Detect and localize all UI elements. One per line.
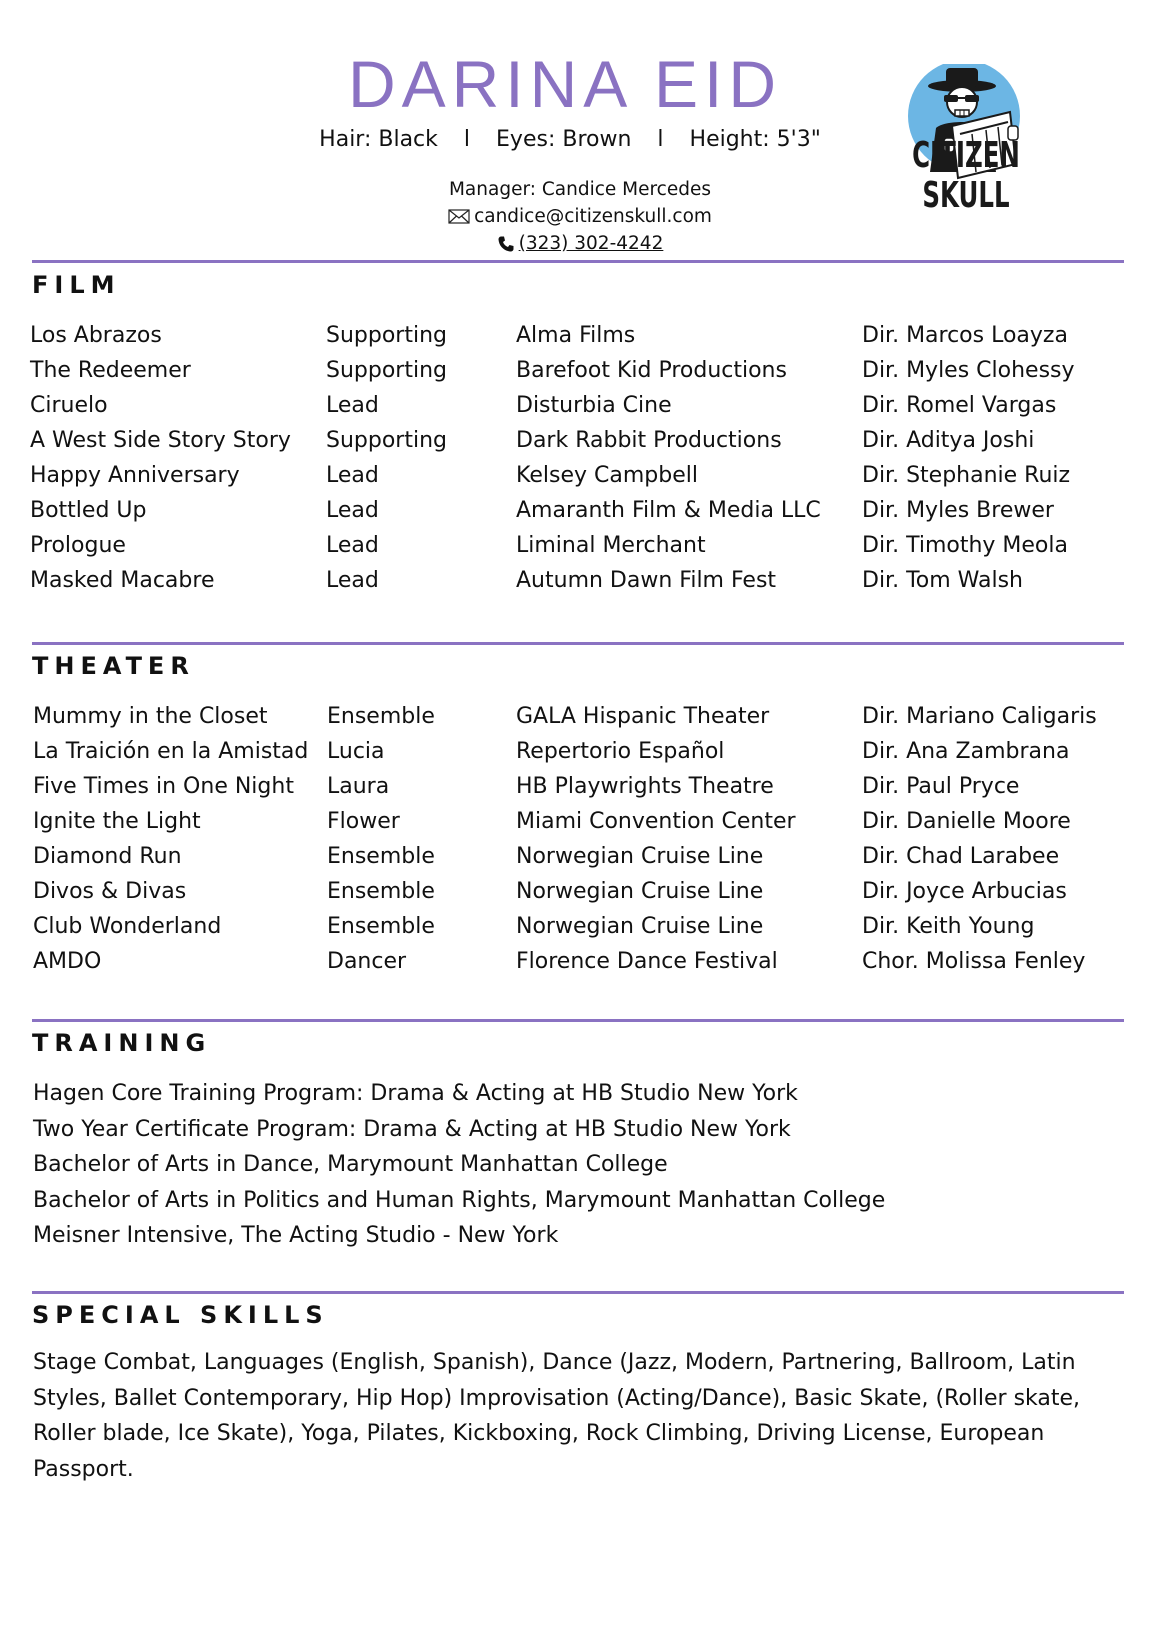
credit-title: Ignite the Light [33, 809, 201, 834]
credit-role: Lead [326, 533, 379, 558]
training-item: Meisner Intensive, The Acting Studio - New York [33, 1223, 559, 1248]
theater-credit-row [0, 874, 1154, 910]
phone-line [380, 230, 780, 257]
theater-credit-row [0, 769, 1154, 805]
credit-director: Dir. Joyce Arbucias [862, 879, 1067, 904]
phone-link[interactable]: (323) 302-4242 [518, 233, 664, 254]
theater-heading: THEATER [32, 652, 195, 680]
height-stat: Height: 5'3" [689, 127, 821, 152]
stat-separator: l [463, 127, 471, 152]
credit-director: Dir. Ana Zambrana [862, 739, 1070, 764]
credit-company: GALA Hispanic Theater [516, 704, 770, 729]
credit-title: Five Times in One Night [33, 774, 294, 799]
credit-director: Dir. Keith Young [862, 914, 1035, 939]
credit-director: Dir. Paul Pryce [862, 774, 1020, 799]
credit-title: Club Wonderland [33, 914, 222, 939]
film-credit-row [0, 388, 1154, 424]
credit-title: Mummy in the Closet [33, 704, 268, 729]
credit-company: Disturbia Cine [516, 393, 672, 418]
film-credit-row [0, 353, 1154, 389]
credit-company: Norwegian Cruise Line [516, 914, 764, 939]
section-divider [32, 1019, 1124, 1022]
manager-name: Manager: Candice Mercedes [448, 179, 712, 200]
credit-director: Dir. Romel Vargas [862, 393, 1057, 418]
hair-stat: Hair: Black [319, 127, 438, 152]
skills-heading: SPECIAL SKILLS [32, 1301, 329, 1329]
credit-company: Amaranth Film & Media LLC [516, 498, 821, 523]
credit-company: Norwegian Cruise Line [516, 844, 764, 869]
mail-icon [448, 209, 470, 224]
email-line [380, 203, 780, 230]
training-item: Hagen Core Training Program: Drama & Acting at HB Studio New York [33, 1081, 798, 1106]
credit-role: Lead [326, 568, 379, 593]
manager-contact [380, 176, 780, 257]
film-heading: FILM [32, 271, 121, 299]
credit-title: Los Abrazos [30, 323, 162, 348]
credit-title: Bottled Up [30, 498, 147, 523]
credit-role: Ensemble [327, 844, 435, 869]
film-credit-row [0, 563, 1154, 599]
credit-company: Norwegian Cruise Line [516, 879, 764, 904]
credit-company: Dark Rabbit Productions [516, 428, 782, 453]
agency-logo-text: CITIZEN SKULL [912, 135, 1020, 216]
theater-credit-row [0, 804, 1154, 840]
theater-credit-row [0, 909, 1154, 945]
credit-title: Happy Anniversary [30, 463, 240, 488]
section-divider [32, 1291, 1124, 1294]
credit-role: Flower [327, 809, 400, 834]
physical-stats [300, 124, 840, 156]
credit-company: Barefoot Kid Productions [516, 358, 787, 383]
credit-director: Chor. Molissa Fenley [862, 949, 1086, 974]
credit-title: Masked Macabre [30, 568, 215, 593]
email-link[interactable]: candice@citizenskull.com [474, 206, 712, 227]
stat-separator: l [657, 127, 664, 152]
credit-title: Ciruelo [30, 393, 108, 418]
credit-company: Liminal Merchant [516, 533, 706, 558]
training-item: Two Year Certificate Program: Drama & Acting at HB Studio New York [33, 1116, 791, 1142]
credit-role: Lead [326, 393, 379, 418]
credit-title: La Traición en la Amistad [33, 739, 309, 764]
theater-credit-row [0, 734, 1154, 770]
phone-icon [497, 235, 515, 253]
section-divider [32, 642, 1124, 645]
actor-name: DARINA EID [347, 47, 783, 121]
eyes-stat: Eyes: Brown [496, 127, 632, 152]
section-divider [32, 260, 1124, 263]
film-credit-row [0, 528, 1154, 564]
credit-company: Florence Dance Festival [516, 949, 778, 974]
credit-title: The Redeemer [30, 358, 191, 383]
credit-title: Divos & Divas [33, 879, 187, 904]
credit-role: Ensemble [327, 914, 435, 939]
credit-company: Kelsey Campbell [516, 463, 698, 488]
credit-role: Supporting [326, 358, 447, 383]
credit-director: Dir. Mariano Caligaris [862, 704, 1097, 729]
credit-role: Ensemble [327, 704, 435, 729]
resume-header [0, 0, 1154, 270]
credit-company: Autumn Dawn Film Fest [516, 568, 777, 593]
credit-role: Supporting [326, 428, 447, 453]
credit-role: Lead [326, 463, 379, 488]
credit-role: Ensemble [327, 879, 435, 904]
credit-director: Dir. Danielle Moore [862, 809, 1071, 834]
theater-credit-row [0, 699, 1154, 735]
training-item: Bachelor of Arts in Politics and Human Rights, Marymount Manhattan College [33, 1187, 886, 1213]
credit-director: Dir. Timothy Meola [862, 533, 1068, 558]
credit-director: Dir. Stephanie Ruiz [862, 463, 1071, 488]
credit-title: A West Side Story Story [30, 428, 291, 453]
credit-role: Laura [327, 774, 390, 799]
agency-logo [900, 64, 1100, 216]
credit-role: Supporting [326, 323, 447, 348]
film-credit-row [0, 423, 1154, 459]
credit-director: Dir. Aditya Joshi [862, 428, 1035, 453]
manager-line [380, 176, 780, 203]
credit-company: HB Playwrights Theatre [516, 774, 774, 799]
credit-title: Prologue [30, 533, 126, 558]
film-credit-row [0, 458, 1154, 494]
credit-director: Dir. Chad Larabee [862, 844, 1060, 869]
theater-credit-row [0, 944, 1154, 980]
training-item: Bachelor of Arts in Dance, Marymount Manhattan College [33, 1152, 668, 1177]
credit-director: Dir. Tom Walsh [862, 568, 1023, 593]
credit-title: Diamond Run [33, 844, 182, 869]
credit-director: Dir. Myles Clohessy [862, 358, 1075, 383]
skills-text: Stage Combat, Languages (English, Spanish), Dance (Jazz, Modern, Partnering, Ballroom, Latin Styles, Ballet Contemporary, Hip Hop) Improvisation (Acting/Dance), Basic Skate, (Roller skate, Roller blade, Ice Skate), Yoga, Pilates, Kickboxing, Rock Climbing, Driving License, European Passport. [33, 1350, 1081, 1482]
credit-company: Miami Convention Center [516, 809, 796, 834]
training-heading: TRAINING [32, 1029, 212, 1057]
credit-company: Alma Films [516, 323, 636, 348]
training-list [33, 1076, 885, 1254]
film-credit-row [0, 318, 1154, 354]
credit-role: Lead [326, 498, 379, 523]
credit-role: Lucia [327, 739, 385, 764]
credit-title: AMDO [33, 949, 102, 974]
film-credit-row [0, 493, 1154, 529]
credit-director: Dir. Marcos Loayza [862, 323, 1068, 348]
credit-role: Dancer [327, 949, 407, 974]
theater-credit-row [0, 839, 1154, 875]
credit-company: Repertorio Español [516, 739, 725, 764]
credit-director: Dir. Myles Brewer [862, 498, 1054, 523]
